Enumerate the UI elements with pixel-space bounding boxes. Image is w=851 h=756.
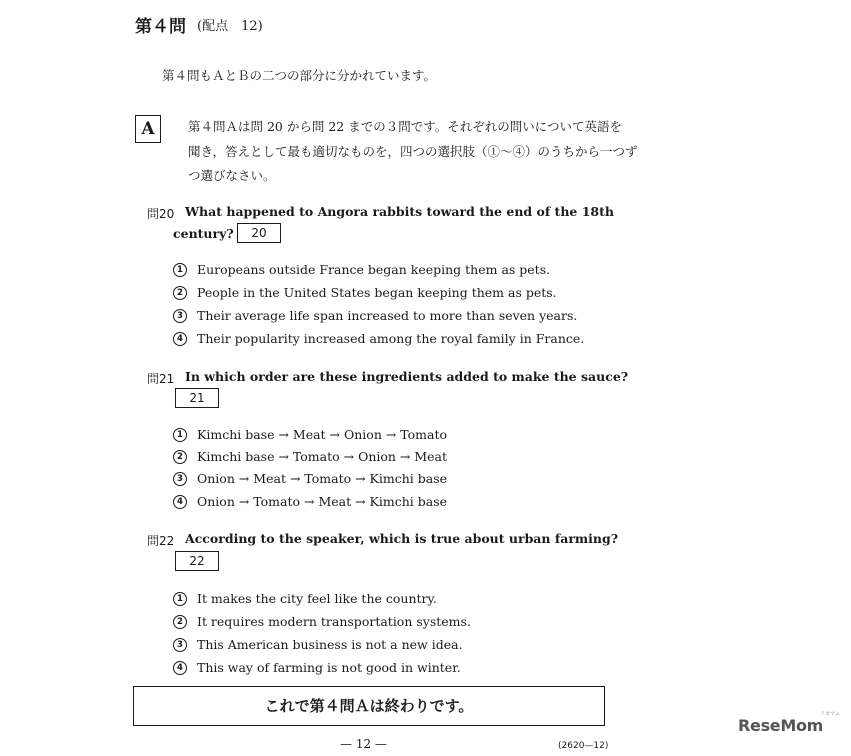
points-note: (配点 12) [197, 19, 263, 34]
option-number-circle: 4 [173, 332, 187, 346]
question-20-text-line-1: What happened to Angora rabbits toward the end of the 18th [185, 204, 614, 219]
instruction-line-1: 第４問Ａは問 20 から問 22 までの３問です。それぞれの問いについて英語を [188, 119, 622, 134]
option-number-circle: 1 [173, 428, 187, 442]
answer-box-21: 21 [175, 388, 219, 408]
question-20-option-1: Europeans outside France began keeping them as pets. [197, 262, 551, 277]
page-number: — 12 — [340, 737, 387, 751]
question-20-option-4: Their popularity increased among the royal family in France. [197, 331, 585, 346]
option-number-circle: 4 [173, 661, 187, 675]
question-20-text-line-2: century? [173, 226, 234, 241]
option-number-circle: 3 [173, 472, 187, 486]
question-22-label: 問22 [147, 534, 175, 548]
option-number-circle: 3 [173, 309, 187, 323]
end-notice: これで第４問Ａは終わりです。 [133, 686, 605, 726]
question-22-option-4: This way of farming is not good in winter. [197, 660, 461, 675]
answer-box-22: 22 [175, 551, 219, 571]
question-21-option-1: Kimchi base → Meat → Onion → Tomato [197, 427, 448, 442]
question-22-option-1: It makes the city feel like the country. [197, 591, 437, 606]
option-number-circle: 1 [173, 263, 187, 277]
question-21-option-3: Onion → Meat → Tomato → Kimchi base [197, 471, 448, 486]
option-number-circle: 2 [173, 286, 187, 300]
question-22-option-2: It requires modern transportation systems. [197, 614, 471, 629]
question-21-option-2: Kimchi base → Tomato → Onion → Meat [197, 449, 448, 464]
question-20-option-2: People in the United States began keeping them as pets. [197, 285, 557, 300]
instruction-line-2: 聞き，答えとして最も適切なものを，四つの選択肢（①〜④）のうちから一つず [188, 144, 638, 159]
resemom-logo: ReseMom [738, 716, 824, 735]
option-number-circle: 3 [173, 638, 187, 652]
part-a-label: A [135, 115, 161, 143]
question-20-option-3: Their average life span increased to more than seven years. [197, 308, 578, 323]
question-21-option-4: Onion → Tomato → Meat → Kimchi base [197, 494, 448, 509]
page-code: (2620—12) [558, 741, 609, 751]
question-22-text: According to the speaker, which is true about urban farming? [185, 531, 619, 546]
question-21-text: In which order are these ingredients added to make the sauce? [185, 369, 629, 384]
instruction-line-3: つ選びなさい。 [188, 168, 276, 183]
option-number-circle: 2 [173, 450, 187, 464]
resemom-logo-subtext: リセマム [820, 711, 840, 717]
answer-box-20: 20 [237, 223, 281, 243]
option-number-circle: 1 [173, 592, 187, 606]
section-heading: 第４問 [135, 17, 186, 37]
section-intro: 第４問もＡとＢの二つの部分に分かれています。 [162, 68, 437, 83]
option-number-circle: 4 [173, 495, 187, 509]
option-number-circle: 2 [173, 615, 187, 629]
question-22-option-3: This American business is not a new idea. [197, 637, 463, 652]
question-20-label: 問20 [147, 207, 175, 221]
question-21-label: 問21 [147, 372, 175, 386]
